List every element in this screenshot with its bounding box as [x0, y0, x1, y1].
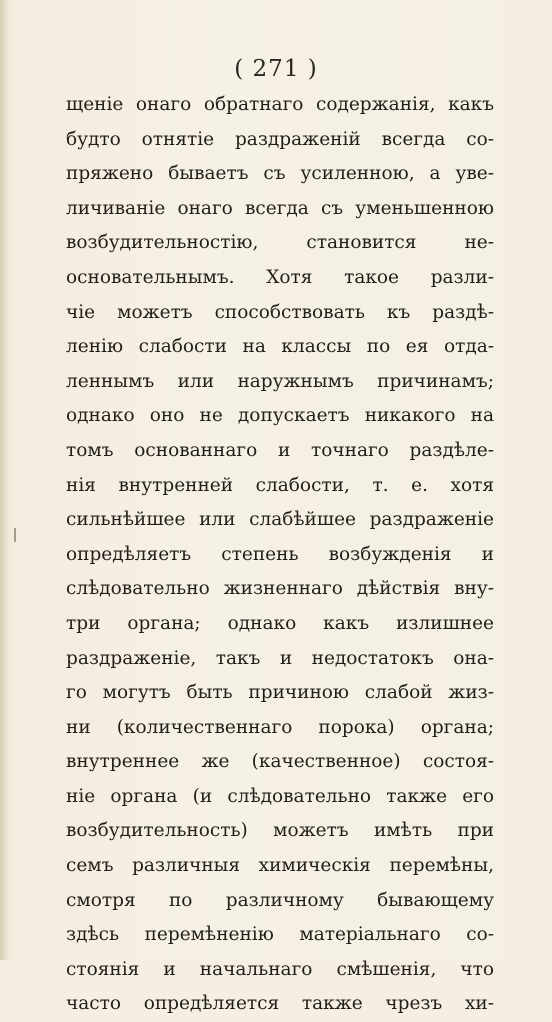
text-line: чіе можетъ способствовать къ раздѣ-: [66, 301, 494, 323]
page-binding-edge: [0, 0, 8, 960]
text-line: три органа; однако какъ излишнее: [66, 612, 494, 634]
text-line: внутреннее же (качественное) состоя-: [66, 751, 494, 773]
text-line: опредѣляетъ степень возбужденія и: [66, 543, 494, 565]
body-text: [66, 88, 494, 1022]
text-line: однако оно не допускаетъ никакого на: [66, 405, 494, 427]
text-line: раздраженіе, такъ и недостатокъ она-: [66, 647, 494, 669]
text-line: будто отнятіе раздраженій всегда со-: [66, 128, 494, 150]
page-number: ( 271 ): [234, 56, 318, 82]
text-line: основательнымъ. Хотя такое разли-: [66, 266, 494, 288]
text-line: смотря по различному бывающему: [66, 889, 494, 911]
text-line: семъ различныя химическія перемѣны,: [66, 855, 494, 877]
text-line: томъ основаннаго и точнаго раздѣле-: [66, 439, 494, 461]
text-line: возбудительность) можетъ имѣть при: [66, 820, 494, 842]
text-line: щеніе онаго обратнаго содержанія, какъ: [66, 94, 494, 115]
text-line: личиваніе онаго всегда съ уменьшенною: [66, 197, 494, 219]
text-line: пряжено бываетъ съ усиленною, а уве-: [66, 163, 494, 185]
text-line: леннымъ или наружнымъ причинамъ;: [66, 370, 494, 392]
text-line: сильнѣйшее или слабѣйшее раздраженіе: [66, 509, 494, 531]
text-line: ніе органа (и слѣдовательно также его: [66, 785, 494, 807]
text-line: ленію слабости на классы по ея отда-: [66, 336, 494, 358]
text-line: ни (количественнаго порока) органа;: [66, 716, 494, 738]
text-line: слѣдовательно жизненнаго дѣйствія вну-: [66, 578, 494, 600]
text-line: го могутъ быть причиною слабой жиз-: [66, 682, 494, 704]
margin-mark: [14, 528, 16, 542]
text-line: здѣсь перемѣненію матеріальнаго со-: [66, 924, 494, 946]
text-line: стоянія и начальнаго смѣшенія, что: [66, 958, 494, 980]
text-line: нія внутренней слабости, т. е. хотя: [66, 474, 494, 496]
text-line: возбудительностію, становится не-: [66, 232, 494, 254]
text-line: часто опредѣляется также чрезъ хи-: [66, 993, 494, 1015]
